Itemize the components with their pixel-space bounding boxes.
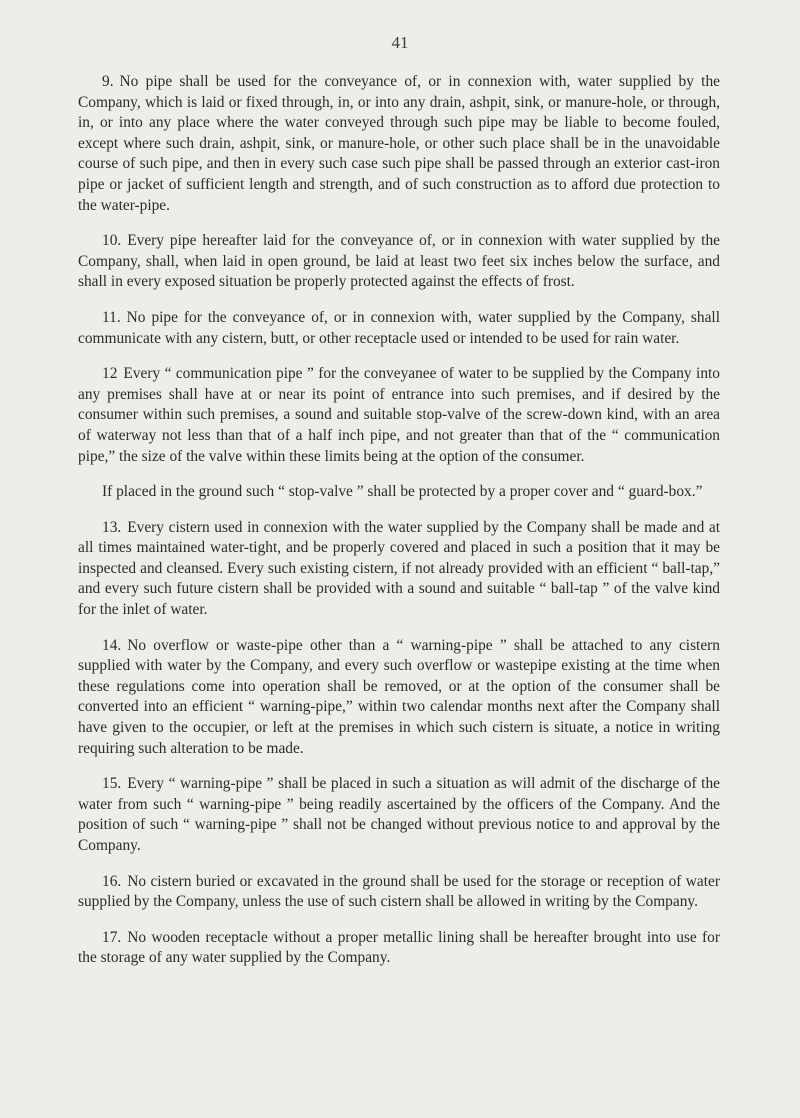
paragraph-text: No pipe shall be used for the conveyance of, or in connexion with, water supplied by the Company, which is laid or fixed through, in, or into any drain, ashpit, sink, or manure-hole, or through, in, or into any place where the water conveyed through such pipe may be liable to become fouled, except where such drain, ashpit, sink, or manure-hole, or other such place shall be in the unavoidable course of such pipe, and then in every such case such pipe shall be passed through an exterior cast-iron pipe or jacket of sufficient length and strength, and of such construction as to afford due protection to the water-pipe. <box>78 73 720 214</box>
paragraph-text: Every “ warning-pipe ” shall be placed in such a situation as will admit of the discharge of the water from such “ warning-pipe ” being readily ascertained by the officers of the Company. And the position of such “ warning-pipe ” shall not be changed without previous notice to and approval by the Company. <box>78 775 720 854</box>
paragraph-11 <box>78 308 720 349</box>
paragraph-15 <box>78 774 720 856</box>
paragraph-12-continued <box>78 482 720 503</box>
paragraph-text: Every “ communication pipe ” for the conveyanee of water to be supplied by the Company into any premises shall have at or near its point of entrance into such premises, and if desired by the consumer within such premises, a sound and suitable stop-valve of the screw-down kind, with an area of waterway not less than that of a half inch pipe, and not greater than that of the “ communication pipe,” the size of the valve within these limits being at the option of the consumer. <box>78 365 720 465</box>
page-number: 41 <box>391 33 409 52</box>
paragraph-number: 14. <box>102 636 122 654</box>
paragraph-number: 13. <box>102 518 122 536</box>
regulations-text <box>78 72 720 984</box>
paragraph-16 <box>78 872 720 913</box>
paragraph-9 <box>78 72 720 216</box>
paragraph-10 <box>78 231 720 293</box>
paragraph-text: No pipe for the conveyance of, or in connexion with, water supplied by the Company, shall communicate with any cistern, butt, or other receptacle used or intended to be used for rain water. <box>78 308 720 347</box>
paragraph-number: 12 <box>102 365 118 383</box>
paragraph-13 <box>78 518 720 621</box>
paragraph-17 <box>78 928 720 969</box>
paragraph-number: 16. <box>102 872 122 890</box>
paragraph-number: 17. <box>102 928 122 946</box>
paragraph-12 <box>78 364 720 467</box>
paragraph-text: No overflow or waste-pipe other than a “ warning-pipe ” shall be attached to any cistern supplied with water by the Company, and every such overflow or wastepipe existing at the time when these regulations come into operation shall be removed, or at the option of the consumer shall be converted into an efficient “ warning-pipe,” within two calendar months next after the Company shall have given to the occupier, or left at the premises in which such cistern is situate, a notice in writing requiring such alteration to be made. <box>78 636 720 757</box>
paragraph-number: 9. <box>102 73 114 90</box>
paragraph-14 <box>78 636 720 760</box>
paragraph-text: Every cistern used in connexion with the water supplied by the Company shall be made and at all times maintained water-tight, and be properly covered and placed in such a position that it may be inspected and cleansed. Every such existing cistern, if not already provided with an efficient “ ball-tap,” and every such future cistern shall be provided with a sound and suitable “ ball-tap ” of the valve kind for the inlet of water. <box>78 518 720 619</box>
paragraph-number: 15. <box>102 775 122 793</box>
paragraph-text: Every pipe hereafter laid for the conveyance of, or in connexion with water supplied by the Company, shall, when laid in open ground, be laid at least two feet six inches below the surface, and shall in every exposed situation be properly protected against the effects of frost. <box>78 232 720 291</box>
paragraph-number: 11. <box>102 308 121 326</box>
paragraph-text: No cistern buried or excavated in the ground shall be used for the storage or reception of water supplied by the Company, unless the use of such cistern shall be allowed in writing by the Company. <box>78 872 720 911</box>
paragraph-text: No wooden receptacle without a proper metallic lining shall be hereafter brought into use for the storage of any water supplied by the Company. <box>78 928 720 967</box>
paragraph-number: 10. <box>102 232 122 250</box>
paragraph-text: If placed in the ground such “ stop-valve ” shall be protected by a proper cover and “ guard-box.” <box>102 483 703 501</box>
